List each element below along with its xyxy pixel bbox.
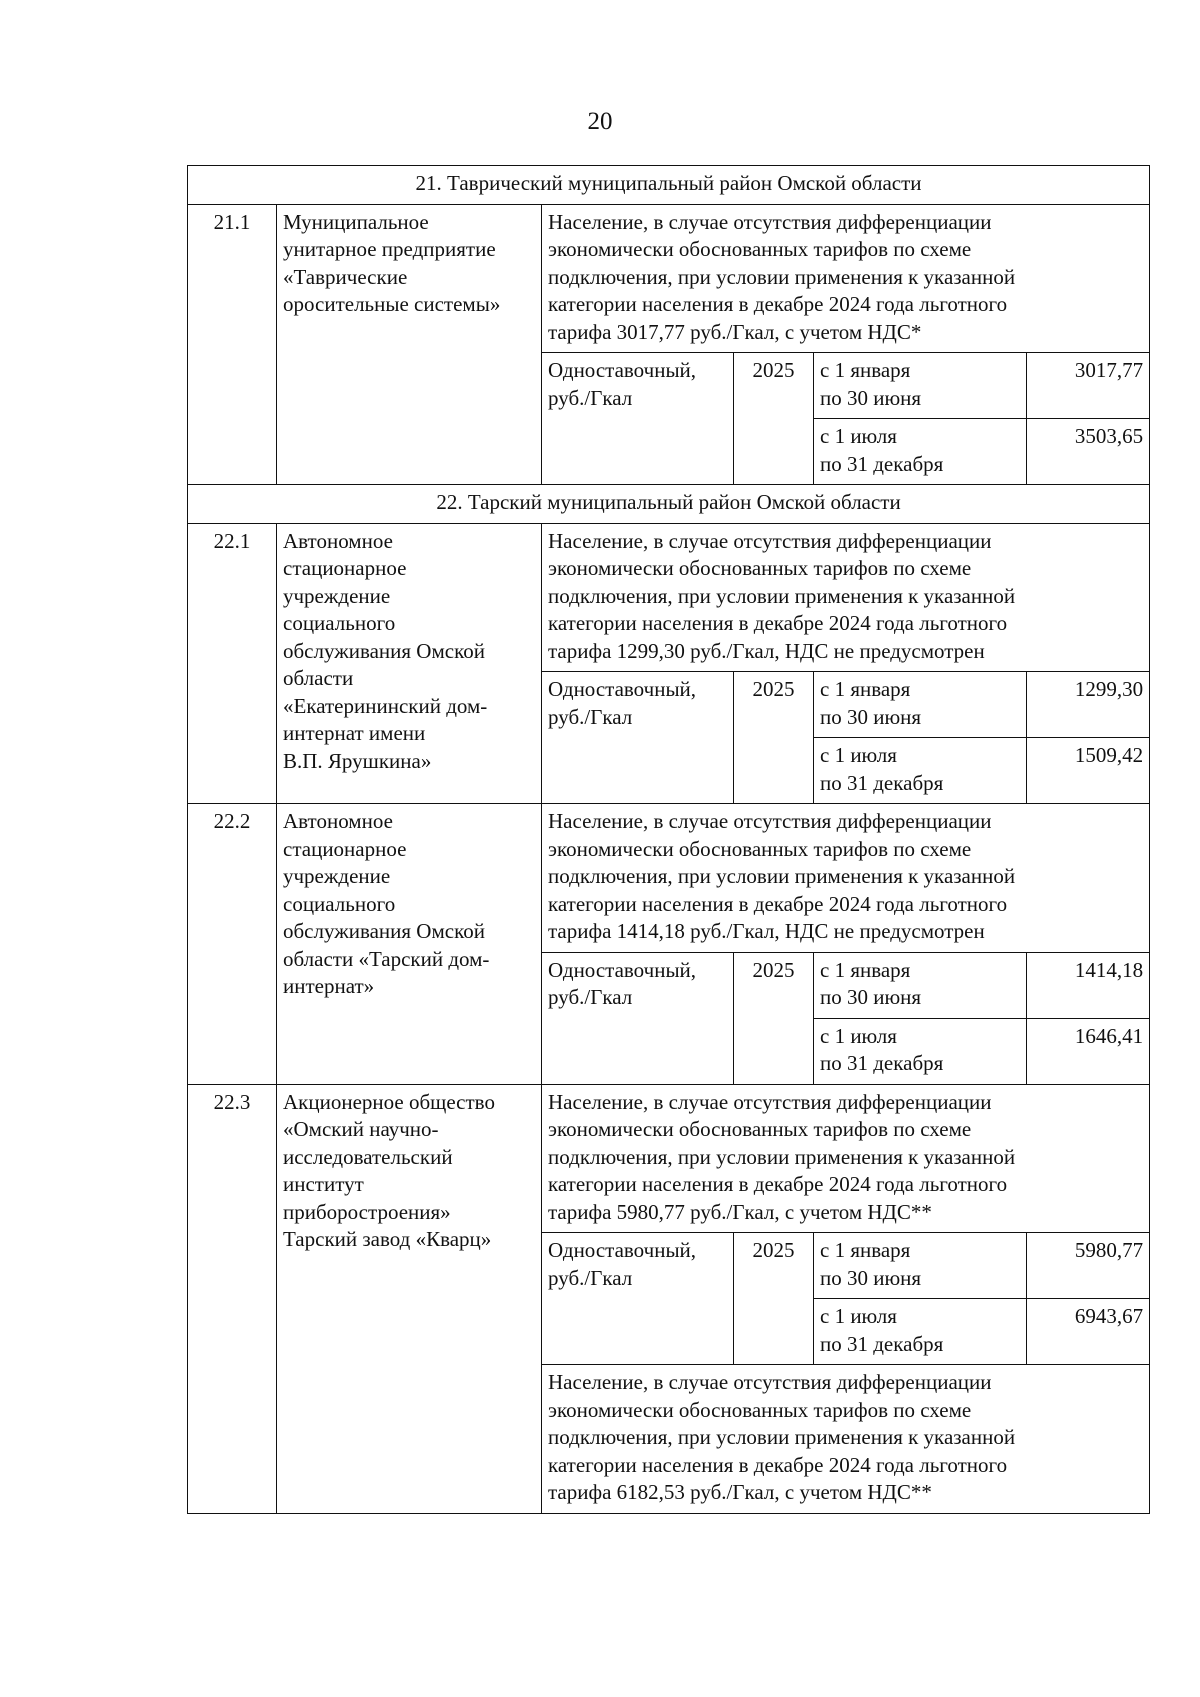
table-row	[188, 804, 1150, 953]
description-line: подключения, при условии применения к указанной	[548, 1144, 1016, 1169]
rate-type	[542, 672, 734, 804]
organization-line: учреждение	[283, 583, 391, 608]
tariff-value: 3503,65	[1027, 419, 1150, 485]
organization-line: социального	[283, 891, 396, 916]
description-line: категории населения в декабре 2024 года льготного	[548, 292, 1008, 316]
organization-line: «Омский научно-	[283, 1117, 439, 1141]
rate-type-line: Одноставочный,	[548, 677, 697, 701]
table-row	[188, 204, 1150, 353]
period-line: по 31 декабря	[820, 1051, 944, 1075]
description-line: подключения, при условии применения к указанной	[548, 864, 1016, 888]
description-line: экономически обоснованных тарифов по схеме	[548, 237, 972, 261]
organization-line: учреждение	[283, 864, 391, 888]
table-row	[188, 523, 1150, 672]
organization-line: исследовательский	[283, 1144, 453, 1169]
tariff-year: 2025	[734, 1233, 814, 1365]
period-line: по 31 декабря	[820, 770, 944, 795]
period-line: по 30 июня	[820, 385, 922, 410]
row-number: 22.2	[188, 804, 277, 1085]
description-line: тарифа 5980,77 руб./Гкал, с учетом НДС**	[548, 1199, 932, 1224]
tariff-year: 2025	[734, 353, 814, 485]
description-line: Население, в случае отсутствия дифференциации	[548, 209, 992, 234]
district-title: 21. Таврический муниципальный район Омской области	[188, 166, 1150, 205]
description-line: подключения, при условии применения к указанной	[548, 583, 1016, 608]
tariff-table	[187, 165, 1150, 1514]
organization-line: социального	[283, 611, 396, 635]
row-number: 21.1	[188, 204, 277, 485]
table-row	[188, 1084, 1150, 1233]
tariff-value: 1299,30	[1027, 672, 1150, 738]
organization-line: стационарное	[283, 836, 407, 861]
description-line: категории населения в декабре 2024 года льготного	[548, 611, 1008, 635]
tariff-value: 1646,41	[1027, 1018, 1150, 1084]
organization-line: институт	[283, 1172, 364, 1196]
organization-name	[277, 204, 542, 485]
tariff-value: 6943,67	[1027, 1299, 1150, 1365]
organization-name	[277, 523, 542, 804]
organization-line: области	[283, 666, 354, 690]
organization-line: В.П. Ярушкина»	[283, 748, 432, 773]
organization-line: Муниципальное	[283, 209, 429, 234]
description-line: Население, в случае отсутствия дифференциации	[548, 1370, 992, 1394]
rate-type-line: руб./Гкал	[548, 985, 633, 1009]
organization-line: Тарский завод «Кварц»	[283, 1227, 492, 1251]
organization-line: интернат»	[283, 974, 375, 998]
period-line: по 31 декабря	[820, 1331, 944, 1356]
period-line: по 31 декабря	[820, 451, 944, 476]
tariff-period	[814, 672, 1027, 738]
organization-line: оросительные системы»	[283, 292, 501, 316]
tariff-period	[814, 1018, 1027, 1084]
organization-line: «Екатерининский дом-	[283, 693, 488, 718]
organization-line: Акционерное общество	[283, 1089, 495, 1114]
rate-type-line: руб./Гкал	[548, 385, 633, 410]
organization-line: унитарное предприятие	[283, 237, 496, 261]
description-line: категории населения в декабре 2024 года льготного	[548, 1172, 1008, 1196]
organization-name	[277, 1084, 542, 1513]
rate-type-line: Одноставочный,	[548, 957, 697, 982]
description-line: Население, в случае отсутствия дифференциации	[548, 528, 992, 553]
rate-type-line: руб./Гкал	[548, 1265, 633, 1290]
period-line: с 1 января	[820, 677, 911, 701]
period-line: с 1 января	[820, 1238, 911, 1262]
description-line: тарифа 3017,77 руб./Гкал, с учетом НДС*	[548, 319, 922, 344]
organization-line: обслуживания Омской	[283, 919, 485, 943]
tariff-value: 1509,42	[1027, 738, 1150, 804]
description-line: категории населения в декабре 2024 года льготного	[548, 1452, 1008, 1477]
consumer-description	[542, 204, 1150, 353]
consumer-description	[542, 1365, 1150, 1514]
rate-type-line: Одноставочный,	[548, 1238, 697, 1262]
consumer-description	[542, 1084, 1150, 1233]
period-line: с 1 июля	[820, 424, 897, 448]
tariff-table-body	[188, 166, 1150, 1514]
period-line: с 1 июля	[820, 1023, 897, 1048]
description-line: экономически обоснованных тарифов по схеме	[548, 836, 972, 861]
tariff-period	[814, 1233, 1027, 1299]
tariff-period	[814, 952, 1027, 1018]
rate-type	[542, 1233, 734, 1365]
tariff-year: 2025	[734, 672, 814, 804]
description-line: подключения, при условии применения к указанной	[548, 1425, 1016, 1449]
period-line: по 30 июня	[820, 985, 922, 1009]
consumer-description	[542, 523, 1150, 672]
period-line: с 1 июля	[820, 1304, 897, 1328]
organization-line: Автономное	[283, 809, 393, 833]
description-line: Население, в случае отсутствия дифференциации	[548, 809, 992, 833]
tariff-value: 3017,77	[1027, 353, 1150, 419]
organization-line: интернат имени	[283, 721, 426, 745]
tariff-period	[814, 738, 1027, 804]
tariff-period	[814, 1299, 1027, 1365]
period-line: с 1 января	[820, 358, 911, 382]
page-number: 20	[587, 108, 613, 135]
rate-type	[542, 952, 734, 1084]
description-line: экономически обоснованных тарифов по схеме	[548, 556, 972, 580]
rate-type	[542, 353, 734, 485]
tariff-period	[814, 353, 1027, 419]
district-title: 22. Тарский муниципальный район Омской области	[188, 485, 1150, 524]
description-line: тарифа 1414,18 руб./Гкал, НДС не предусмотрен	[548, 919, 985, 943]
description-line: категории населения в декабре 2024 года льготного	[548, 891, 1008, 916]
period-line: по 30 июня	[820, 704, 922, 729]
description-line: экономически обоснованных тарифов по схеме	[548, 1397, 972, 1422]
description-line: экономически обоснованных тарифов по схеме	[548, 1117, 972, 1141]
description-line: тарифа 6182,53 руб./Гкал, с учетом НДС**	[548, 1480, 932, 1504]
rate-type-line: руб./Гкал	[548, 704, 633, 729]
consumer-description	[542, 804, 1150, 953]
description-line: Население, в случае отсутствия дифференциации	[548, 1089, 992, 1114]
district-header-row	[188, 166, 1150, 205]
organization-line: области «Тарский дом-	[283, 946, 490, 971]
tariff-year: 2025	[734, 952, 814, 1084]
organization-line: стационарное	[283, 556, 407, 580]
row-number: 22.1	[188, 523, 277, 804]
period-line: по 30 июня	[820, 1265, 922, 1290]
rate-type-line: Одноставочный,	[548, 358, 697, 382]
district-header-row	[188, 485, 1150, 524]
tariff-value: 5980,77	[1027, 1233, 1150, 1299]
organization-line: приборостроения»	[283, 1199, 451, 1224]
description-line: тарифа 1299,30 руб./Гкал, НДС не предусмотрен	[548, 638, 985, 663]
row-number: 22.3	[188, 1084, 277, 1513]
period-line: с 1 января	[820, 957, 911, 982]
tariff-value: 1414,18	[1027, 952, 1150, 1018]
period-line: с 1 июля	[820, 743, 897, 767]
organization-line: «Таврические	[283, 264, 408, 289]
organization-name	[277, 804, 542, 1085]
tariff-period	[814, 419, 1027, 485]
organization-line: Автономное	[283, 528, 393, 553]
organization-line: обслуживания Омской	[283, 638, 485, 663]
description-line: подключения, при условии применения к указанной	[548, 264, 1016, 289]
